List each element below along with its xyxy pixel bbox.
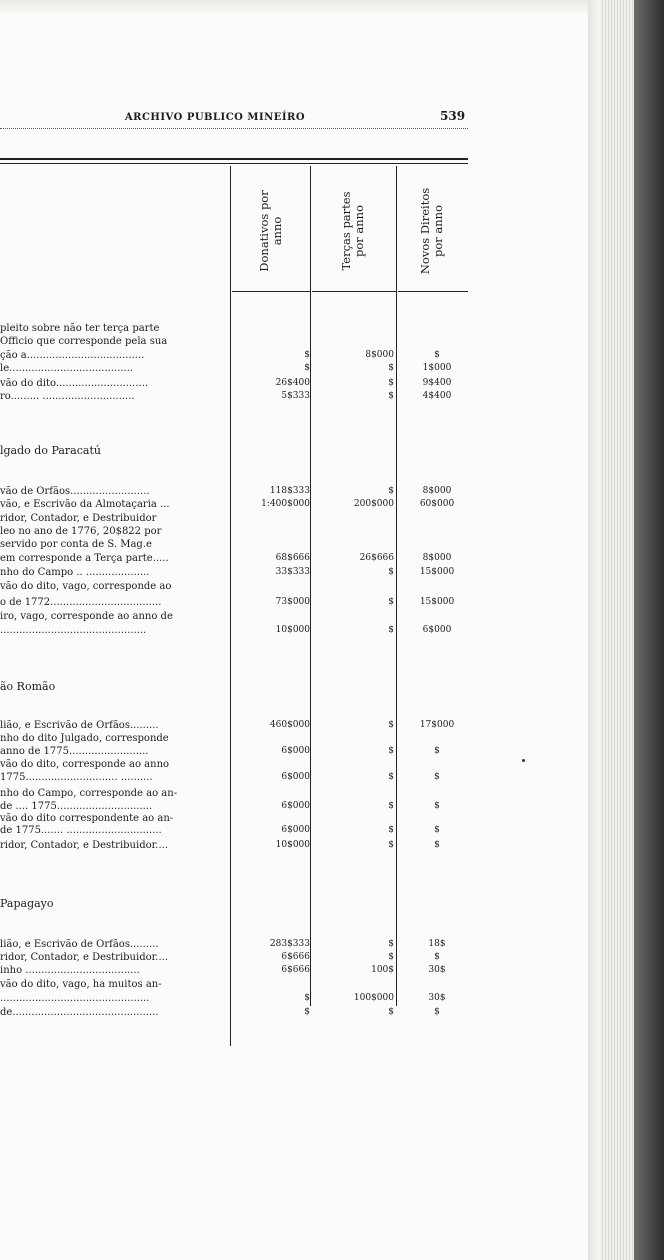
novos-direitos-value: 60$000: [419, 499, 455, 509]
table-row: [0, 552, 470, 565]
novos-direitos-value: 6$000: [422, 625, 452, 635]
novos-direitos-value: 8$000: [422, 486, 452, 496]
row-description: nho do Campo .. ....................: [0, 567, 150, 578]
novos-direitos-value: $: [434, 840, 440, 850]
row-description: lião, e Escrivão de Orfãos.........: [0, 720, 159, 731]
row-description: nho do Campo, corresponde ao an-: [0, 788, 178, 799]
tercas-value: $: [388, 391, 394, 401]
row-description: em corresponde a Terça parte.....: [0, 553, 169, 564]
table-row: [0, 938, 470, 951]
tercas-value: $: [388, 567, 394, 577]
novos-direitos-value: $: [434, 825, 440, 835]
novos-direitos-value: 15$000: [419, 597, 455, 607]
row-description: ção a.....................................: [0, 350, 145, 361]
tercas-value: $: [388, 746, 394, 756]
novos-direitos-value: $: [434, 746, 440, 756]
row-description: vão do dito, vago, ha muitos an-: [0, 979, 162, 990]
running-header: ARCHIVO PUBLICO MINEÍRO: [124, 112, 306, 123]
section-heading: ão Romão: [0, 680, 56, 693]
novos-direitos-value: $: [434, 350, 440, 360]
tercas-value: $: [388, 378, 394, 388]
table-top-rule-inner: [0, 163, 468, 164]
tercas-value: 8$000: [365, 350, 394, 360]
table-row: [0, 498, 470, 511]
row-description: de 1775....... ..............................: [0, 825, 162, 836]
row-description: ...............................................: [0, 993, 150, 1004]
table-row: [0, 964, 470, 977]
table-row: [0, 525, 470, 538]
table-row: [0, 824, 470, 837]
donativos-value: 118$333: [269, 486, 310, 496]
novos-direitos-value: 4$400: [422, 391, 452, 401]
header-rule: [0, 128, 468, 129]
tercas-value: 100$000: [353, 993, 394, 1003]
donativos-value: $: [304, 993, 310, 1003]
table-row: [0, 758, 470, 771]
table-row: [0, 951, 470, 964]
row-description: ridor, Contador, e Destribuidor....: [0, 952, 169, 963]
donativos-value: 6$000: [281, 772, 310, 782]
table-row: [0, 362, 470, 375]
column-header-novos-direitos: Novos Direitos por anno: [418, 187, 445, 275]
novos-direitos-value: 30$: [428, 993, 446, 1003]
section-heading: lgado do Paracatú: [0, 444, 101, 457]
table-row: [0, 719, 470, 732]
table-row: [0, 732, 470, 745]
tercas-value: $: [388, 840, 394, 850]
donativos-value: $: [304, 363, 310, 373]
donativos-value: 460$000: [269, 720, 310, 730]
tercas-value: $: [388, 597, 394, 607]
table-row: [0, 992, 470, 1005]
row-description: 1775............................. ..........: [0, 772, 153, 783]
header-underline-3: [398, 291, 468, 292]
row-description: vão de Orfãos.........................: [0, 486, 150, 497]
table-row: [0, 596, 470, 609]
table-row: [0, 390, 470, 403]
page-top-shadow: [0, 0, 664, 14]
header-underline-2: [312, 291, 396, 292]
novos-direitos-value: 8$000: [422, 553, 452, 563]
ink-speck: [522, 759, 525, 762]
table-row: [0, 1006, 470, 1019]
table-row: [0, 349, 470, 362]
tercas-value: 100$: [371, 965, 394, 975]
row-description: nho do dito Julgado, corresponde: [0, 733, 169, 744]
table-row: [0, 610, 470, 623]
novos-direitos-value: 9$400: [422, 378, 452, 388]
tercas-value: $: [388, 486, 394, 496]
tercas-value: $: [388, 825, 394, 835]
row-description: o de 1772...................................: [0, 597, 162, 608]
column-header-donativos: Donativos por anno: [257, 190, 284, 272]
tercas-value: $: [388, 952, 394, 962]
tercas-value: 200$000: [353, 499, 394, 509]
table-top-rule: [0, 158, 468, 160]
donativos-value: 283$333: [269, 939, 310, 949]
row-description: leo no ano de 1776, 20$822 por: [0, 526, 162, 537]
tercas-value: 26$666: [359, 553, 394, 563]
novos-direitos-value: 15$000: [419, 567, 455, 577]
table-row: [0, 771, 470, 784]
row-description: anno de 1775.........................: [0, 746, 149, 757]
table-row: [0, 978, 470, 991]
tercas-value: $: [388, 363, 394, 373]
donativos-value: 6$000: [281, 801, 310, 811]
table-row: [0, 566, 470, 579]
row-description: vão do dito, corresponde ao anno: [0, 759, 170, 770]
novos-direitos-value: $: [434, 772, 440, 782]
donativos-value: 68$666: [275, 553, 310, 563]
donativos-value: 6$666: [281, 952, 310, 962]
tercas-value: $: [388, 939, 394, 949]
section-heading: Papagayo: [0, 897, 54, 910]
donativos-value: 10$000: [275, 840, 310, 850]
donativos-value: 26$400: [275, 378, 310, 388]
tercas-value: $: [388, 625, 394, 635]
tercas-value: $: [388, 720, 394, 730]
table-row: [0, 322, 470, 335]
table-row: [0, 377, 470, 390]
row-description: ..............................................: [0, 625, 147, 636]
novos-direitos-value: 30$: [428, 965, 446, 975]
novos-direitos-value: 1$000: [422, 363, 452, 373]
donativos-value: $: [304, 350, 310, 360]
novos-direitos-value: $: [434, 952, 440, 962]
table-row: [0, 787, 470, 800]
tercas-value: $: [388, 1007, 394, 1017]
table-row: [0, 580, 470, 593]
donativos-value: 1:400$000: [261, 499, 310, 509]
donativos-value: 33$333: [275, 567, 310, 577]
row-description: de .... 1775..............................: [0, 801, 153, 812]
table-row: [0, 624, 470, 637]
donativos-value: 6$000: [281, 825, 310, 835]
column-header-tercas: Terças partes por anno: [339, 191, 366, 271]
row-description: de..............................................: [0, 1007, 159, 1018]
donativos-value: 5$333: [281, 391, 310, 401]
page-edge: [588, 0, 600, 1260]
row-description: Officio que corresponde pela sua: [0, 336, 168, 347]
row-description: iro, vago, corresponde ao anno de: [0, 611, 173, 622]
novos-direitos-value: $: [434, 801, 440, 811]
row-description: pleito sobre não ter terça parte: [0, 323, 160, 334]
row-description: vão do dito, vago, corresponde ao: [0, 581, 172, 592]
table-row: [0, 839, 470, 852]
header-underline-1: [232, 291, 310, 292]
row-description: ridor, Contador, e Destribuidor....: [0, 840, 169, 851]
row-description: le.......................................: [0, 363, 134, 374]
table-row: [0, 335, 470, 348]
table-row: [0, 538, 470, 551]
table-row: [0, 512, 470, 525]
donativos-value: 10$000: [275, 625, 310, 635]
novos-direitos-value: $: [434, 1007, 440, 1017]
page-number: 539: [440, 109, 466, 123]
tercas-value: $: [388, 772, 394, 782]
row-description: vão, e Escrivão da Almotaçaria ...: [0, 499, 170, 510]
tercas-value: $: [388, 801, 394, 811]
table-row: [0, 485, 470, 498]
page-stack-edges: [600, 0, 634, 1260]
book-binding: [634, 0, 664, 1260]
donativos-value: $: [304, 1007, 310, 1017]
donativos-value: 6$666: [281, 965, 310, 975]
row-description: ridor, Contador, e Destribuidor: [0, 513, 157, 524]
donativos-value: 73$000: [275, 597, 310, 607]
novos-direitos-value: 17$000: [419, 720, 455, 730]
table-row: [0, 745, 470, 758]
donativos-value: 6$000: [281, 746, 310, 756]
row-description: inho ....................................: [0, 965, 140, 976]
novos-direitos-value: 18$: [428, 939, 446, 949]
row-description: vão do dito.............................: [0, 378, 149, 389]
row-description: lião, e Escrivão de Orfãos.........: [0, 939, 159, 950]
row-description: vão do dito correspondente ao an-: [0, 813, 174, 824]
row-description: ro......... .............................: [0, 391, 135, 402]
row-description: servido por conta de S. Mag.e: [0, 539, 152, 550]
